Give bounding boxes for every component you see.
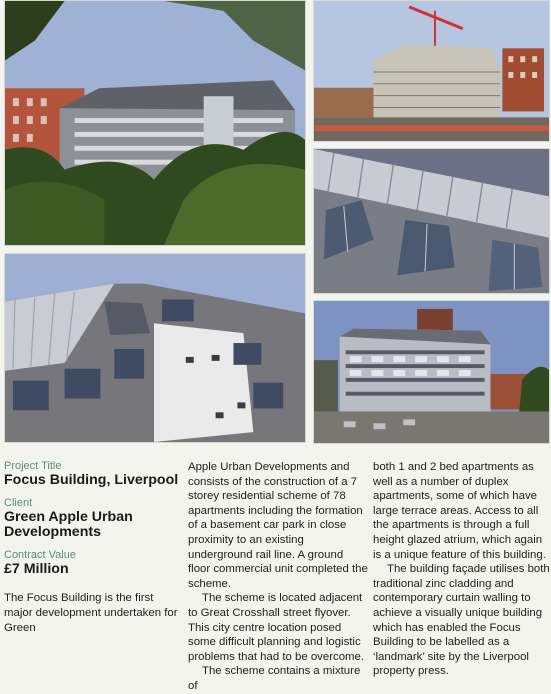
intro-paragraph: The Focus Building is the first major development undertaken for Green <box>4 592 178 634</box>
body-paragraph: both 1 and 2 bed apartments as well as a number of duplex apartments, some of which have large terrace areas. Access to all the apartments is through a full height glazed atrium, which again is a unique feature of this building. <box>373 461 546 561</box>
photo-zinc-roof-dormers <box>313 148 550 294</box>
body-column-3 <box>373 460 550 679</box>
client-name: Green Apple Urban Developments <box>4 508 133 541</box>
photo-curved-zinc-facade <box>4 253 306 443</box>
photo-completed-building <box>313 300 550 444</box>
project-title-label: Project Title <box>4 460 62 472</box>
photo-building-through-trees <box>4 0 306 246</box>
body-paragraph: The building façade utilises both traditional zinc cladding and contemporary curtain walling to achieve a visually unique building which has enabled the Focus Building to be labelled as a ‘landmark’ site by the Liverpool property press. <box>373 563 550 678</box>
contract-value: £7 Million <box>4 560 69 577</box>
body-column-2 <box>188 460 368 694</box>
project-details-column <box>4 460 184 635</box>
photo-construction-crane <box>313 0 550 142</box>
body-paragraph: The scheme is located adjacent to Great Crosshall street flyover. This city centre location posed some difficult planning and logistic problems that had to be overcome. <box>188 592 365 663</box>
contract-value-label: Contract Value <box>4 548 76 561</box>
body-paragraph: The scheme contains a mixture of <box>188 665 361 692</box>
body-paragraph: Apple Urban Developments and consists of the construction of a 7 storey residential scheme of 78 apartments including the formation of a basement car park in close proximity to an existing underground rail line. A ground floor commercial unit completed the scheme. <box>188 461 368 590</box>
project-title: Focus Building, Liverpool <box>4 472 179 488</box>
client-label: Client <box>4 496 33 509</box>
